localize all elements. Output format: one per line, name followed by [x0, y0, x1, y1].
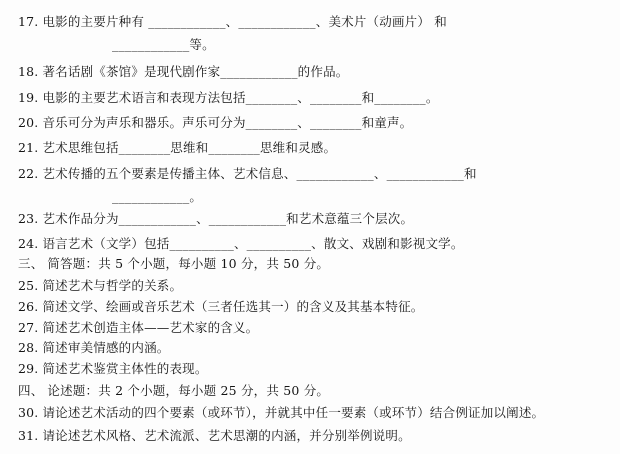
question-number: 19. — [18, 90, 39, 105]
question-number: 22. — [18, 166, 39, 181]
question-number: 21. — [18, 140, 39, 155]
question-24 — [18, 236, 464, 252]
question-30 — [18, 405, 544, 421]
question-23 — [18, 211, 413, 227]
question-number: 25. — [18, 278, 39, 293]
question-number: 29. — [18, 361, 39, 376]
question-29 — [18, 361, 208, 377]
question-28 — [18, 340, 170, 356]
question-text: 艺术思维包括________思维和________思维和灵感。 — [42, 140, 337, 155]
section-number: 三、 — [18, 256, 44, 271]
question-20 — [18, 115, 412, 131]
section-heading-short-answer — [18, 256, 329, 272]
question-22 — [18, 166, 477, 182]
question-text: 电影的主要片种有 ____________、____________、美术片（动画片） 和 — [42, 14, 447, 29]
question-number: 26. — [18, 299, 39, 314]
question-18 — [18, 64, 349, 80]
question-19 — [18, 90, 439, 106]
section-heading-essay — [18, 383, 329, 399]
section-title: 简答题：共 5 个小题，每小题 10 分，共 50 分。 — [47, 256, 330, 271]
question-text: 简述审美情感的内涵。 — [42, 340, 170, 355]
question-text: 艺术传播的五个要素是传播主体、艺术信息、____________、____________和 — [42, 166, 477, 181]
question-22-continued — [112, 189, 202, 205]
question-text: 简述艺术鉴赏主体性的表现。 — [42, 361, 208, 376]
question-number: 24. — [18, 236, 39, 251]
question-21 — [18, 140, 336, 156]
question-text: ____________等。 — [112, 37, 215, 52]
question-text: 语言艺术（文学）包括__________、__________、散文、戏剧和影视文学。 — [42, 236, 464, 251]
question-text: 简述文学、绘画或音乐艺术（三者任选其一）的含义及其基本特征。 — [42, 299, 424, 314]
question-number: 17. — [18, 14, 39, 29]
question-text: 著名话剧《茶馆》是现代剧作家____________的作品。 — [42, 64, 349, 79]
section-number: 四、 — [18, 383, 44, 398]
question-number: 28. — [18, 340, 39, 355]
question-number: 30. — [18, 405, 39, 420]
question-26 — [18, 299, 424, 315]
question-number: 18. — [18, 64, 39, 79]
question-text: 请论述艺术风格、艺术流派、艺术思潮的内涵，并分别举例说明。 — [42, 428, 411, 443]
question-number: 27. — [18, 320, 39, 335]
question-27 — [18, 320, 258, 336]
question-text: 电影的主要艺术语言和表现方法包括________、________和________。 — [42, 90, 439, 105]
question-text: 简述艺术创造主体——艺术家的含义。 — [42, 320, 259, 335]
question-17 — [18, 14, 447, 30]
question-text: 音乐可分为声乐和器乐。声乐可分为________、________和童声。 — [42, 115, 413, 130]
question-text: 简述艺术与哲学的关系。 — [42, 278, 183, 293]
question-25 — [18, 278, 182, 294]
question-text: ____________。 — [112, 189, 203, 204]
question-number: 20. — [18, 115, 39, 130]
question-number: 23. — [18, 211, 39, 226]
question-text: 艺术作品分为____________、____________和艺术意蕴三个层次。 — [42, 211, 414, 226]
section-title: 论述题：共 2 个小题，每小题 25 分，共 50 分。 — [47, 383, 330, 398]
question-31 — [18, 428, 411, 444]
question-number: 31. — [18, 428, 39, 443]
question-17-continued — [112, 37, 215, 53]
question-text: 请论述艺术活动的四个要素（或环节），并就其中任一要素（或环节）结合例证加以阐述。 — [42, 405, 545, 420]
